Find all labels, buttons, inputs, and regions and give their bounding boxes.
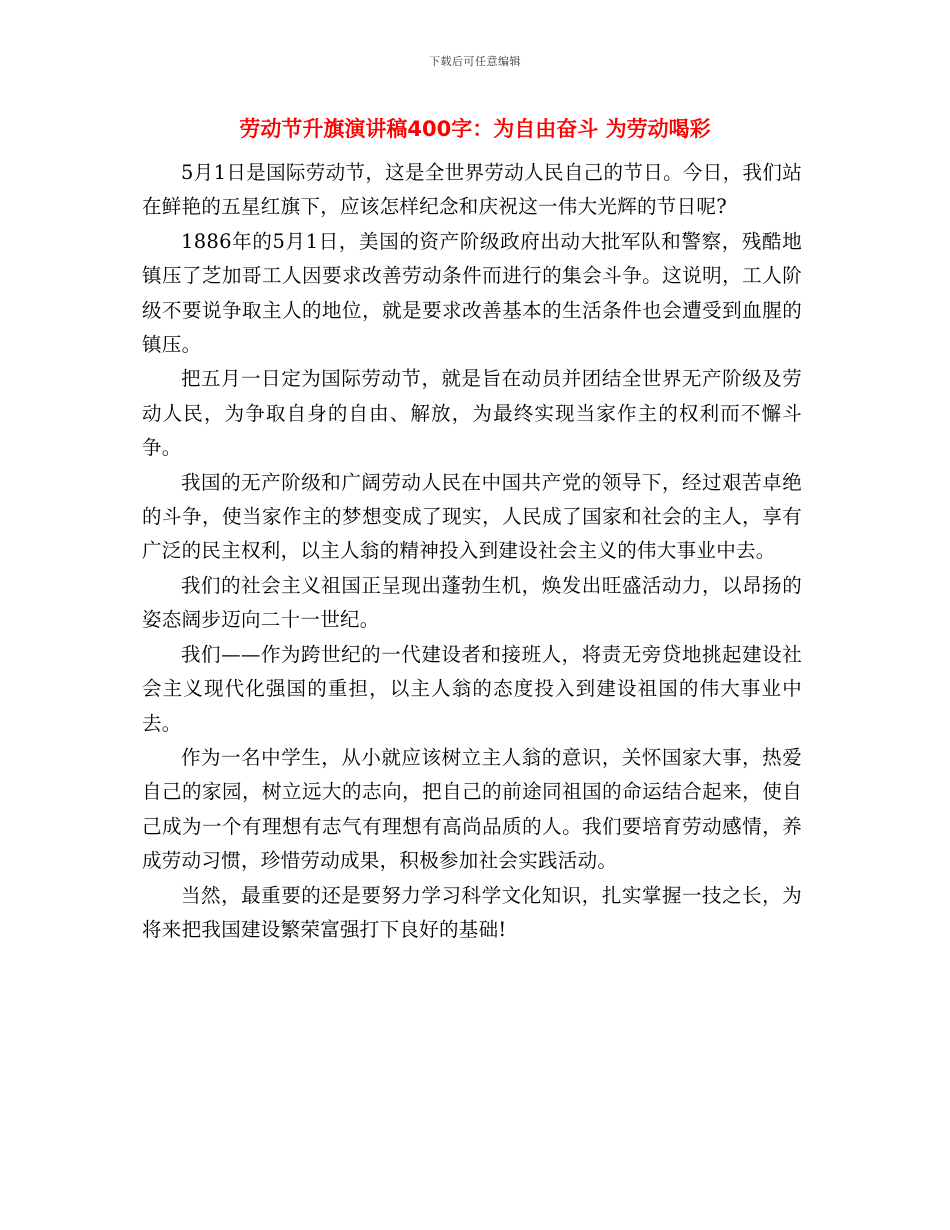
document-title: 劳动节升旗演讲稿400字：为自由奋斗 为劳动喝彩	[239, 117, 711, 141]
paragraph: 我们——作为跨世纪的一代建设者和接班人，将责无旁贷地挑起建设社会主义现代化强国的重担，以主人翁的态度投入到建设祖国的伟大事业中去。	[142, 642, 802, 735]
paragraph: 当然，最重要的还是要努力学习科学文化知识，扎实掌握一技之长，为将来把我国建设繁荣富强打下良好的基础!	[142, 883, 802, 941]
page-header-note: 下载后可任意编辑	[429, 55, 521, 68]
paragraph: 作为一名中学生，从小就应该树立主人翁的意识，关怀国家大事，热爱自己的家园，树立远大的志向，把自己的前途同祖国的命运结合起来，使自己成为一个有理想有志气有理想有高尚品质的人。我们要培育劳动感情，养成劳动习惯，珍惜劳动成果，积极参加社会实践活动。	[142, 745, 802, 873]
paragraph: 1886年的5月1日，美国的资产阶级政府出动大批军队和警察，残酷地镇压了芝加哥工人因要求改善劳动条件而进行的集会斗争。这说明，工人阶级不要说争取主人的地位，就是要求改善基本的生活条件也会遭受到血腥的镇压。	[142, 229, 802, 357]
paragraph: 5月1日是国际劳动节，这是全世界劳动人民自己的节日。今日，我们站在鲜艳的五星红旗下，应该怎样纪念和庆祝这一伟大光辉的节日呢?	[142, 161, 802, 219]
paragraph: 我们的社会主义祖国正呈现出蓬勃生机，焕发出旺盛活动力，以昂扬的姿态阔步迈向二十一世纪。	[142, 573, 802, 632]
document-body	[142, 156, 802, 947]
paragraph: 把五月一日定为国际劳动节，就是旨在动员并团结全世界无产阶级及劳动人民，为争取自身的自由、解放，为最终实现当家作主的权利而不懈斗争。	[142, 367, 802, 460]
paragraph: 我国的无产阶级和广阔劳动人民在中国共产党的领导下，经过艰苦卓绝的斗争，使当家作主的梦想变成了现实，人民成了国家和社会的主人，享有广泛的民主权利，以主人翁的精神投入到建设社会主义的伟大事业中去。	[142, 470, 802, 563]
